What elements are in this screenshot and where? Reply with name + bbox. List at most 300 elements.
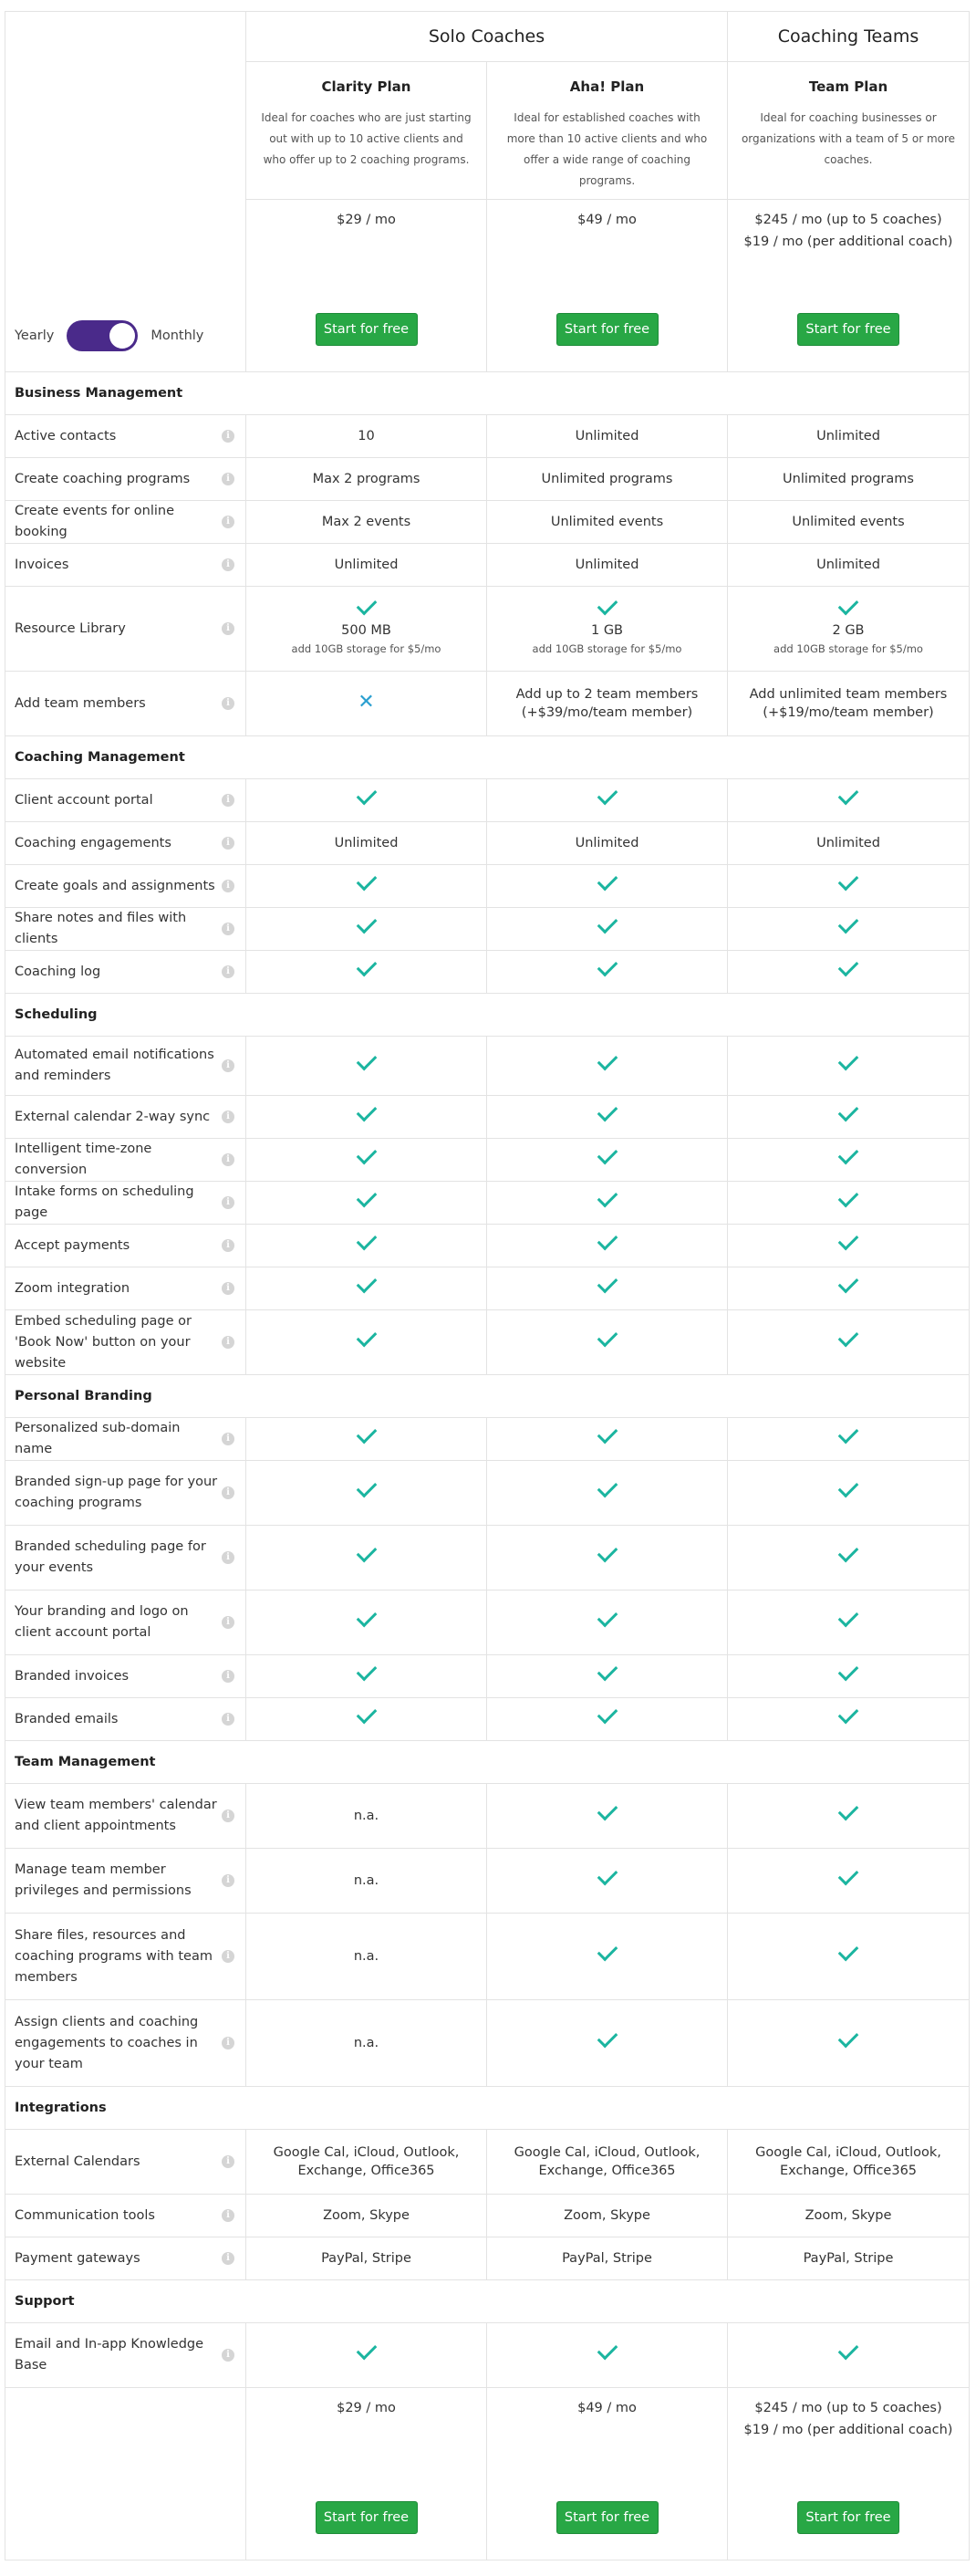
feature-payment-gateways (5, 2237, 246, 2280)
value-cell (728, 1225, 970, 1267)
feature-label: Embed scheduling page or 'Book Now' button on your website (15, 1313, 192, 1371)
value-cell (487, 1590, 728, 1655)
value-cell (487, 1698, 728, 1741)
check-icon (838, 1542, 859, 1563)
switch-knob (109, 323, 135, 349)
plan-desc: Ideal for coaching businesses or organizations with a team of 5 or more coaches. (741, 111, 956, 166)
check-icon (838, 1800, 859, 1821)
value-cell (487, 1849, 728, 1914)
info-icon[interactable]: i (222, 1239, 234, 1252)
info-icon[interactable]: i (222, 1616, 234, 1629)
check-icon (597, 1187, 618, 1208)
value-cell (728, 1096, 970, 1139)
feature-label: External Calendars (15, 2154, 140, 2169)
feature-label: Create events for online booking (15, 504, 175, 539)
info-icon[interactable]: i (222, 1486, 234, 1499)
check-icon (597, 1542, 618, 1563)
feature-branded-scheduling (5, 1526, 246, 1590)
check-icon (356, 2340, 377, 2361)
feature-coaching-log (5, 951, 246, 994)
feature-intake-forms (5, 1182, 246, 1225)
price-line: $49 / mo (577, 2401, 637, 2415)
info-icon[interactable]: i (222, 1196, 234, 1209)
value-cell (728, 865, 970, 908)
feature-subdomain (5, 1418, 246, 1461)
feature-label: Branded invoices (15, 1668, 130, 1684)
info-icon[interactable]: i (222, 2252, 234, 2265)
value-cell (728, 1139, 970, 1182)
value-cell (487, 951, 728, 994)
value-cell (487, 1225, 728, 1267)
value-cell (728, 1037, 970, 1096)
value-cell: n.a. (246, 1849, 487, 1914)
check-icon (356, 1661, 377, 1682)
feature-share-notes (5, 908, 246, 951)
check-icon (838, 1327, 859, 1348)
price-line: $245 / mo (up to 5 coaches) (754, 2401, 942, 2415)
feature-communication-tools (5, 2195, 246, 2237)
value-cell (487, 1418, 728, 1461)
feature-timezone (5, 1139, 246, 1182)
feature-label: Share notes and files with clients (15, 911, 187, 946)
check-icon (356, 1477, 377, 1498)
plan-desc: Ideal for coaches who are just starting out with up to 10 active clients and who offer up to 2 coaching programs. (261, 111, 472, 166)
check-icon (597, 1661, 618, 1682)
footer-price-clarity (246, 2388, 487, 2560)
feature-label: Invoices (15, 557, 69, 572)
check-icon (838, 1607, 859, 1628)
info-icon[interactable]: i (222, 697, 234, 710)
price-team (728, 200, 970, 372)
feature-client-portal (5, 779, 246, 822)
value-cell (487, 865, 728, 908)
value-cell (728, 951, 970, 994)
price-line-2: $19 / mo (per additional coach) (743, 235, 953, 249)
check-icon (356, 1144, 377, 1165)
value-cell (246, 1461, 487, 1526)
feature-email-notifications (5, 1037, 246, 1096)
value-cell (246, 1096, 487, 1139)
section-scheduling: Scheduling (5, 994, 970, 1037)
value-cell (728, 908, 970, 951)
feature-label: Coaching log (15, 964, 101, 979)
info-icon[interactable]: i (222, 558, 234, 571)
value-cell: Add unlimited team members (+$19/mo/team member) (728, 672, 970, 736)
feature-label: Share files, resources and coaching programs with team members (15, 1927, 213, 1985)
feature-external-calendars (5, 2130, 246, 2195)
footer-price-team (728, 2388, 970, 2560)
feature-label: Coaching engagements (15, 835, 171, 850)
plan-desc: Ideal for established coaches with more than 10 active clients and who offer a wide range of coaching programs. (506, 111, 708, 187)
footer-blank (5, 2388, 246, 2560)
info-icon[interactable]: i (222, 1713, 234, 1726)
feature-label: Intelligent time-zone conversion (15, 1142, 152, 1177)
check-icon (838, 1050, 859, 1071)
feature-label: Client account portal (15, 792, 153, 808)
check-icon (356, 1230, 377, 1251)
plan-team (728, 62, 970, 200)
feature-label: Payment gateways (15, 2250, 140, 2266)
section-business-management: Business Management (5, 372, 970, 415)
feature-label: Create goals and assignments (15, 878, 215, 893)
value-cell (487, 1037, 728, 1096)
feature-label: Manage team member privileges and permissions (15, 1862, 192, 1898)
value-cell (487, 1139, 728, 1182)
price-line: $29 / mo (337, 2401, 396, 2415)
value-cell (246, 908, 487, 951)
value-cell: 10 (246, 415, 487, 458)
value-cell: Unlimited (728, 544, 970, 587)
check-icon (838, 1101, 859, 1122)
feature-label: Branded sign-up page for your coaching programs (15, 1475, 218, 1510)
value-cell (246, 1225, 487, 1267)
check-icon (356, 1542, 377, 1563)
start-free-button[interactable]: Start for free (797, 2501, 899, 2534)
check-icon (597, 956, 618, 977)
feature-privileges (5, 1849, 246, 1914)
feature-knowledge-base (5, 2323, 246, 2388)
check-icon (838, 1477, 859, 1498)
value-cell (487, 779, 728, 822)
value-cell (728, 1590, 970, 1655)
value-cell (246, 1037, 487, 1096)
check-icon (597, 1800, 618, 1821)
info-icon[interactable]: i (222, 965, 234, 978)
feature-label: External calendar 2-way sync (15, 1109, 211, 1124)
value-cell: Unlimited programs (487, 458, 728, 501)
value-cell (246, 672, 487, 736)
value-cell: Add up to 2 team members (+$39/mo/team member) (487, 672, 728, 736)
value-cell: Google Cal, iCloud, Outlook, Exchange, Office365 (728, 2130, 970, 2195)
info-icon[interactable]: i (222, 516, 234, 528)
check-icon (838, 1144, 859, 1165)
value-cell (728, 1267, 970, 1310)
value-cell (246, 1310, 487, 1375)
feature-active-contacts (5, 415, 246, 458)
value-cell: Unlimited (487, 415, 728, 458)
info-icon[interactable]: i (222, 1336, 234, 1349)
value-cell: PayPal, Stripe (728, 2237, 970, 2280)
plan-name: Team Plan (808, 78, 888, 95)
value-cell: Unlimited programs (728, 458, 970, 501)
value-cell (728, 1784, 970, 1849)
value-cell: Zoom, Skype (728, 2195, 970, 2237)
check-icon (597, 1704, 618, 1725)
check-icon (597, 1101, 618, 1122)
feature-resource-library (5, 587, 246, 672)
info-icon[interactable]: i (222, 880, 234, 892)
value-cell (246, 1526, 487, 1590)
check-icon (838, 1273, 859, 1294)
value-cell (246, 1267, 487, 1310)
value-cell: Zoom, Skype (487, 2195, 728, 2237)
value-cell (246, 2323, 487, 2388)
info-icon[interactable]: i (222, 1059, 234, 1072)
feature-label: View team members' calendar and client appointments (15, 1798, 217, 1833)
yearly-label: Yearly (15, 329, 55, 343)
check-icon (356, 1424, 377, 1444)
check-icon (597, 1230, 618, 1251)
section-team-management: Team Management (5, 1741, 970, 1784)
check-icon (597, 1050, 618, 1071)
value-cell: Unlimited (487, 544, 728, 587)
check-icon (597, 871, 618, 892)
section-integrations: Integrations (5, 2087, 970, 2130)
value-cell (487, 2323, 728, 2388)
feature-label: Assign clients and coaching engagements to coaches in your team (15, 2014, 199, 2071)
section-coaching-management: Coaching Management (5, 736, 970, 779)
value-cell: n.a. (246, 2000, 487, 2087)
check-icon (356, 871, 377, 892)
value-cell: n.a. (246, 1784, 487, 1849)
feature-assign-clients (5, 2000, 246, 2087)
value-cell (728, 1461, 970, 1526)
price-line: $29 / mo (337, 213, 396, 227)
info-icon[interactable]: i (222, 794, 234, 807)
feature-accept-payments (5, 1225, 246, 1267)
value-cell: 500 MB add 10GB storage for $5/mo (246, 587, 487, 672)
check-icon (597, 595, 618, 616)
feature-label: Accept payments (15, 1237, 130, 1253)
info-icon[interactable]: i (222, 430, 234, 443)
info-icon[interactable]: i (222, 1874, 234, 1887)
check-icon (356, 1704, 377, 1725)
check-icon (838, 871, 859, 892)
check-icon (838, 2028, 859, 2049)
value-cell (246, 1698, 487, 1741)
feature-label: Active contacts (15, 428, 117, 443)
value-cell (728, 1526, 970, 1590)
cross-icon: ✕ (358, 690, 375, 714)
check-icon (597, 1327, 618, 1348)
check-icon (838, 913, 859, 934)
value-cell (728, 1182, 970, 1225)
check-icon (838, 595, 859, 616)
check-icon (838, 1661, 859, 1682)
check-icon (356, 1273, 377, 1294)
value-cell (246, 1418, 487, 1461)
info-icon[interactable]: i (222, 2155, 234, 2168)
value-cell (246, 1139, 487, 1182)
plan-aha (487, 62, 728, 200)
feature-branded-emails (5, 1698, 246, 1741)
check-icon (597, 1865, 618, 1886)
value-cell (487, 1267, 728, 1310)
feature-embed-scheduling (5, 1310, 246, 1375)
feature-goals (5, 865, 246, 908)
check-icon (838, 785, 859, 806)
feature-events (5, 501, 246, 544)
value-cell (728, 2323, 970, 2388)
check-icon (597, 1477, 618, 1498)
billing-toggle (15, 320, 203, 351)
value-cell (246, 865, 487, 908)
feature-label: Branded scheduling page for your events (15, 1539, 206, 1575)
start-free-button[interactable]: Start for free (556, 2501, 659, 2534)
plan-name: Clarity Plan (321, 78, 411, 95)
group-solo-coaches: Solo Coaches (246, 12, 728, 62)
feature-invoices (5, 544, 246, 587)
start-free-button[interactable]: Start for free (316, 313, 418, 346)
value-cell: 2 GB add 10GB storage for $5/mo (728, 587, 970, 672)
value-cell (246, 951, 487, 994)
feature-label: Communication tools (15, 2207, 155, 2223)
check-icon (597, 1273, 618, 1294)
check-icon (838, 1230, 859, 1251)
check-icon (597, 1941, 618, 1962)
value-cell (246, 1655, 487, 1698)
check-icon (597, 2028, 618, 2049)
check-icon (356, 785, 377, 806)
price-aha (487, 200, 728, 372)
check-icon (597, 2340, 618, 2361)
value-cell: Unlimited (728, 822, 970, 865)
start-free-button[interactable]: Start for free (797, 313, 899, 346)
value-cell: Unlimited (246, 544, 487, 587)
info-icon[interactable]: i (222, 2209, 234, 2222)
info-icon[interactable]: i (222, 1950, 234, 1963)
value-cell (728, 1418, 970, 1461)
value-cell: PayPal, Stripe (487, 2237, 728, 2280)
info-icon[interactable]: i (222, 923, 234, 935)
footer-price-aha (487, 2388, 728, 2560)
feature-signup-page (5, 1461, 246, 1526)
check-icon (356, 1327, 377, 1348)
feature-branded-invoices (5, 1655, 246, 1698)
feature-zoom-integration (5, 1267, 246, 1310)
feature-label: Create coaching programs (15, 471, 191, 486)
value-cell (487, 908, 728, 951)
feature-label: Branded emails (15, 1711, 119, 1726)
value-cell: Unlimited events (728, 501, 970, 544)
value-cell (487, 1461, 728, 1526)
info-icon[interactable]: i (222, 1551, 234, 1564)
value-cell (246, 1182, 487, 1225)
info-icon[interactable]: i (222, 837, 234, 850)
info-icon[interactable]: i (222, 1111, 234, 1123)
check-icon (356, 1187, 377, 1208)
value-cell (728, 1310, 970, 1375)
check-icon (838, 1865, 859, 1886)
value-cell: Zoom, Skype (246, 2195, 487, 2237)
value-cell: 1 GB add 10GB storage for $5/mo (487, 587, 728, 672)
info-icon[interactable]: i (222, 1670, 234, 1683)
feature-calendar-sync (5, 1096, 246, 1139)
check-icon (356, 595, 377, 616)
feature-label: Email and In-app Knowledge Base (15, 2337, 204, 2373)
value-cell (728, 1698, 970, 1741)
info-icon[interactable]: i (222, 2037, 234, 2049)
start-free-button[interactable]: Start for free (556, 313, 659, 346)
value-cell (487, 1096, 728, 1139)
value-cell (487, 1526, 728, 1590)
info-icon[interactable]: i (222, 622, 234, 635)
price-clarity (246, 200, 487, 372)
plan-clarity (246, 62, 487, 200)
check-icon (356, 1050, 377, 1071)
feature-label: Resource Library (15, 621, 126, 636)
value-cell (487, 1914, 728, 2000)
value-cell (246, 1590, 487, 1655)
value-cell (487, 2000, 728, 2087)
feature-team-members (5, 672, 246, 736)
value-cell: Unlimited (487, 822, 728, 865)
info-icon[interactable]: i (222, 1433, 234, 1445)
value-cell: n.a. (246, 1914, 487, 2000)
value-cell (728, 1849, 970, 1914)
value-cell (487, 1310, 728, 1375)
value-cell (487, 1655, 728, 1698)
section-support: Support (5, 2280, 970, 2323)
value-cell: Max 2 programs (246, 458, 487, 501)
feature-label: Personalized sub-domain name (15, 1421, 181, 1456)
plan-name: Aha! Plan (569, 78, 645, 95)
feature-coaching-programs (5, 458, 246, 501)
check-icon (838, 1941, 859, 1962)
value-cell: Google Cal, iCloud, Outlook, Exchange, Office365 (246, 2130, 487, 2195)
price-line: $245 / mo (up to 5 coaches) (754, 213, 942, 227)
feature-label: Automated email notifications and reminders (15, 1048, 214, 1083)
check-icon (597, 1607, 618, 1628)
check-icon (838, 2340, 859, 2361)
check-icon (838, 1704, 859, 1725)
check-icon (356, 1101, 377, 1122)
billing-switch[interactable] (67, 320, 138, 351)
check-icon (356, 956, 377, 977)
value-cell (728, 779, 970, 822)
info-icon[interactable]: i (222, 1282, 234, 1295)
monthly-label: Monthly (151, 329, 204, 343)
check-icon (356, 913, 377, 934)
check-icon (838, 1187, 859, 1208)
check-icon (597, 1144, 618, 1165)
value-cell: Unlimited (246, 822, 487, 865)
check-icon (838, 956, 859, 977)
value-cell (487, 1784, 728, 1849)
feature-view-calendar (5, 1784, 246, 1849)
value-cell (487, 1182, 728, 1225)
value-cell (728, 2000, 970, 2087)
check-icon (597, 1424, 618, 1444)
info-icon[interactable]: i (222, 1809, 234, 1822)
info-icon[interactable]: i (222, 1153, 234, 1166)
info-icon[interactable]: i (222, 2349, 234, 2362)
value-cell (728, 1914, 970, 2000)
toggle-cell (5, 12, 246, 372)
feature-label: Intake forms on scheduling page (15, 1184, 194, 1220)
group-coaching-teams: Coaching Teams (728, 12, 970, 62)
check-icon (597, 785, 618, 806)
start-free-button[interactable]: Start for free (316, 2501, 418, 2534)
value-cell (728, 1655, 970, 1698)
section-personal-branding: Personal Branding (5, 1375, 970, 1418)
info-icon[interactable]: i (222, 473, 234, 485)
feature-coaching-engagements (5, 822, 246, 865)
check-icon (597, 913, 618, 934)
price-line-2: $19 / mo (per additional coach) (743, 2423, 953, 2437)
value-cell: PayPal, Stripe (246, 2237, 487, 2280)
value-cell (246, 779, 487, 822)
check-icon (838, 1424, 859, 1444)
feature-label: Add team members (15, 695, 146, 711)
value-cell: Max 2 events (246, 501, 487, 544)
feature-label: Your branding and logo on client account portal (15, 1604, 189, 1640)
value-cell: Unlimited (728, 415, 970, 458)
value-cell: Google Cal, iCloud, Outlook, Exchange, Office365 (487, 2130, 728, 2195)
price-line: $49 / mo (577, 213, 637, 227)
feature-label: Zoom integration (15, 1280, 130, 1296)
feature-branding-logo (5, 1590, 246, 1655)
